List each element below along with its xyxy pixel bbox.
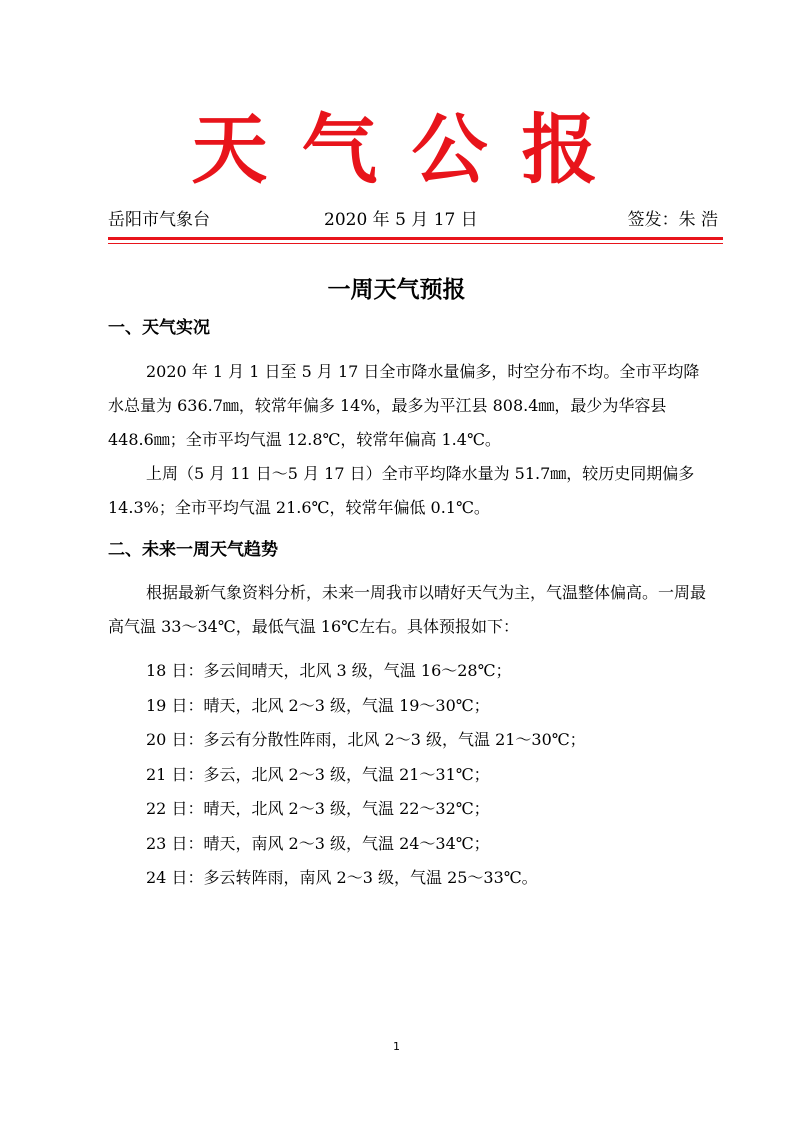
masthead-title: 天气公报 bbox=[191, 105, 632, 194]
daily-forecast-list bbox=[146, 654, 586, 896]
section-heading-trend: 二、未来一周天气趋势 bbox=[108, 540, 278, 560]
forecast-day: 20 日：多云有分散性阵雨，北风 2～3 级，气温 21～30℃； bbox=[146, 730, 586, 749]
forecast-day: 24 日：多云转阵雨，南风 2～3 级，气温 25～33℃。 bbox=[146, 868, 538, 887]
header-rule-thick bbox=[108, 237, 723, 240]
issuer-row bbox=[108, 207, 718, 233]
page-number: 1 bbox=[393, 1040, 400, 1053]
forecast-day: 22 日：晴天，北风 2～3 级，气温 22～32℃； bbox=[146, 799, 490, 818]
issue-date: 2020 年 5 月 17 日 bbox=[324, 210, 478, 230]
section-heading-observations: 一、天气实况 bbox=[108, 318, 210, 338]
observations-paragraph-2: 上周（5 月 11 日～5 月 17 日）全市平均降水量为 51.7㎜，较历史同期偏多 14.3%；全市平均气温 21.6℃，较常年偏低 0.1℃。 bbox=[108, 464, 695, 517]
forecast-day: 21 日：多云，北风 2～3 级，气温 21～31℃； bbox=[146, 764, 490, 784]
header-rule-thin bbox=[108, 243, 723, 244]
issuing-station: 岳阳市气象台 bbox=[108, 210, 210, 230]
observations-paragraph-1: 2020 年 1 月 1 日至 5 月 17 日全市降水量偏多，时空分布不均。全市平均降水总量为 636.7㎜，较常年偏多 14%，最多为平江县 808.4㎜，最少为华容县 448.6㎜；全市平均气温 12.8℃，较常年偏高 1.4℃。 bbox=[108, 362, 700, 449]
document-title: 一周天气预报 bbox=[327, 277, 466, 303]
forecast-day: 18 日：多云间晴天，北风 3 级，气温 16～28℃； bbox=[146, 661, 512, 680]
forecast-day: 23 日：晴天，南风 2～3 级，气温 24～34℃； bbox=[146, 833, 490, 853]
forecast-day: 19 日：晴天，北风 2～3 级，气温 19～30℃； bbox=[146, 695, 490, 715]
trend-paragraph: 根据最新气象资料分析，未来一周我市以晴好天气为主，气温整体偏高。一周最高气温 33～34℃，最低气温 16℃左右。具体预报如下： bbox=[108, 583, 707, 636]
signer: 签发：朱 浩 bbox=[627, 210, 718, 230]
